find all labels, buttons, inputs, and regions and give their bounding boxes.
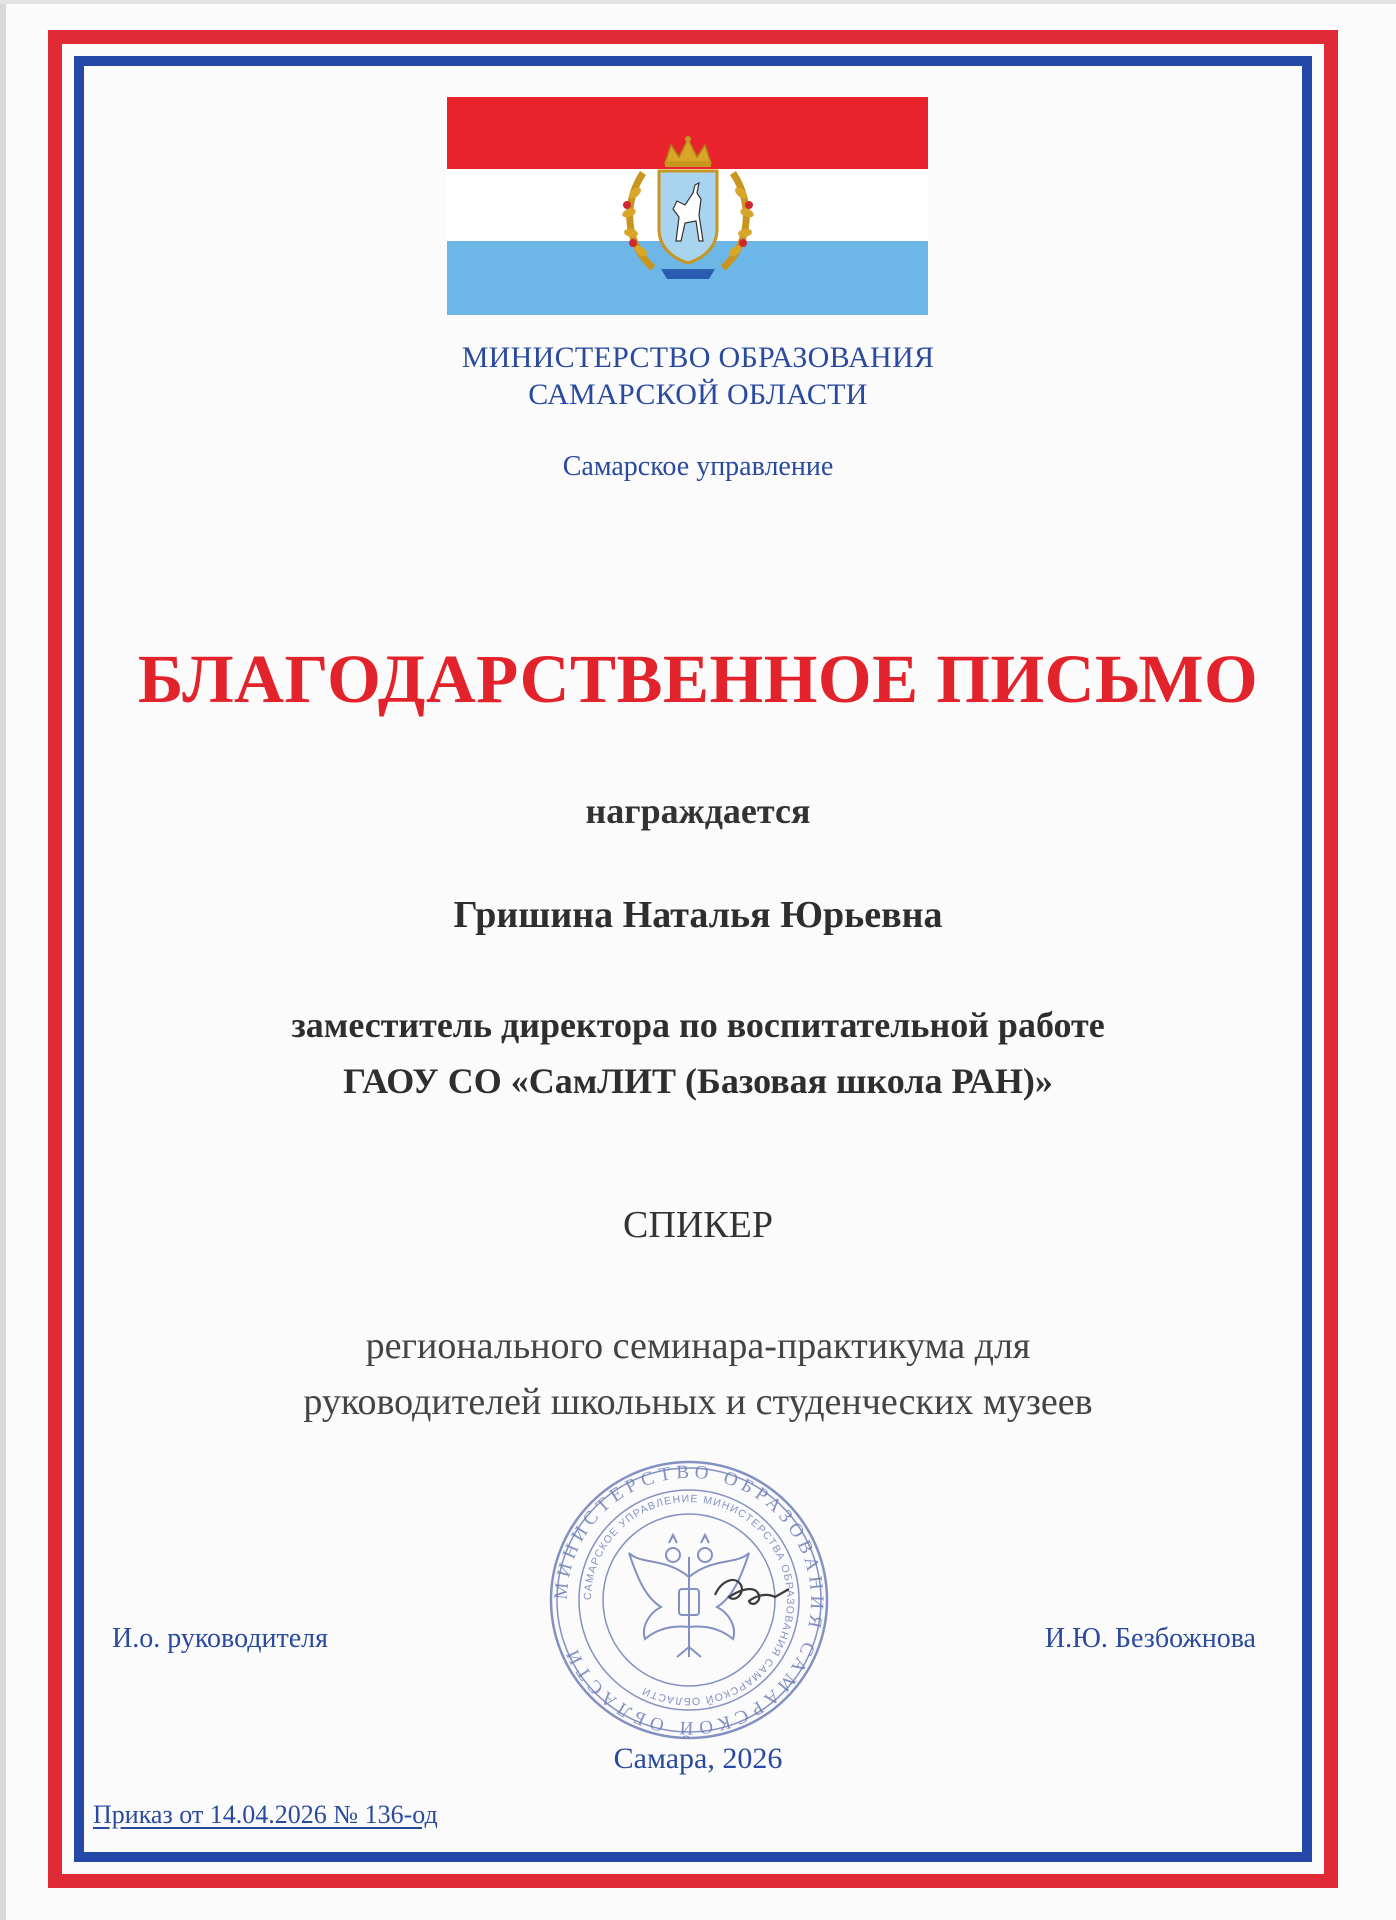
recipient-position	[80, 997, 1316, 1109]
recipient-role: СПИКЕР	[623, 1204, 773, 1246]
seal-outer-text: МИНИСТЕРСТВО ОБРАЗОВАНИЯ САМАРСКОЙ ОБЛАСТИ	[550, 1461, 828, 1739]
ministry-line-1: МИНИСТЕРСТВО ОБРАЗОВАНИЯ	[461, 341, 935, 374]
department-name: Самарское управление	[562, 451, 834, 482]
official-seal	[545, 1457, 833, 1743]
event-description	[80, 1318, 1316, 1430]
signer-title: И.о. руководителя	[112, 1623, 329, 1654]
scan-edge	[0, 0, 6, 1920]
order-reference: Приказ от 14.04.2026 № 136-од	[93, 1800, 438, 1829]
samara-coat-of-arms-icon	[613, 133, 763, 285]
ministry-line-2: САМАРСКОЙ ОБЛАСТИ	[528, 378, 868, 411]
event-line-2: руководителей школьных и студенческих музеев	[303, 1381, 1093, 1423]
certificate-title: БЛАГОДАРСТВЕННОЕ ПИСЬМО	[137, 641, 1259, 717]
seal-inner-text: САМАРСКОЕ УПРАВЛЕНИЕ МИНИСТЕРСТВА ОБРАЗОВАНИЯ САМАРСКОЙ ОБЛАСТИ	[581, 1492, 797, 1708]
awarded-label: награждается	[585, 791, 811, 831]
position-line-2: ГАОУ СО «СамЛИТ (Базовая школа РАН)»	[343, 1061, 1053, 1101]
position-line-1: заместитель директора по воспитательной работе	[291, 1005, 1105, 1045]
signer-name: И.Ю. Безбожнова	[1044, 1623, 1256, 1654]
recipient-name: Гришина Наталья Юрьевна	[453, 894, 943, 936]
event-line-1: регионального семинара-практикума для	[365, 1325, 1031, 1367]
scan-edge-top	[0, 0, 1396, 4]
city-and-year: Самара, 2026	[613, 1742, 783, 1775]
ministry-name	[80, 339, 1316, 413]
